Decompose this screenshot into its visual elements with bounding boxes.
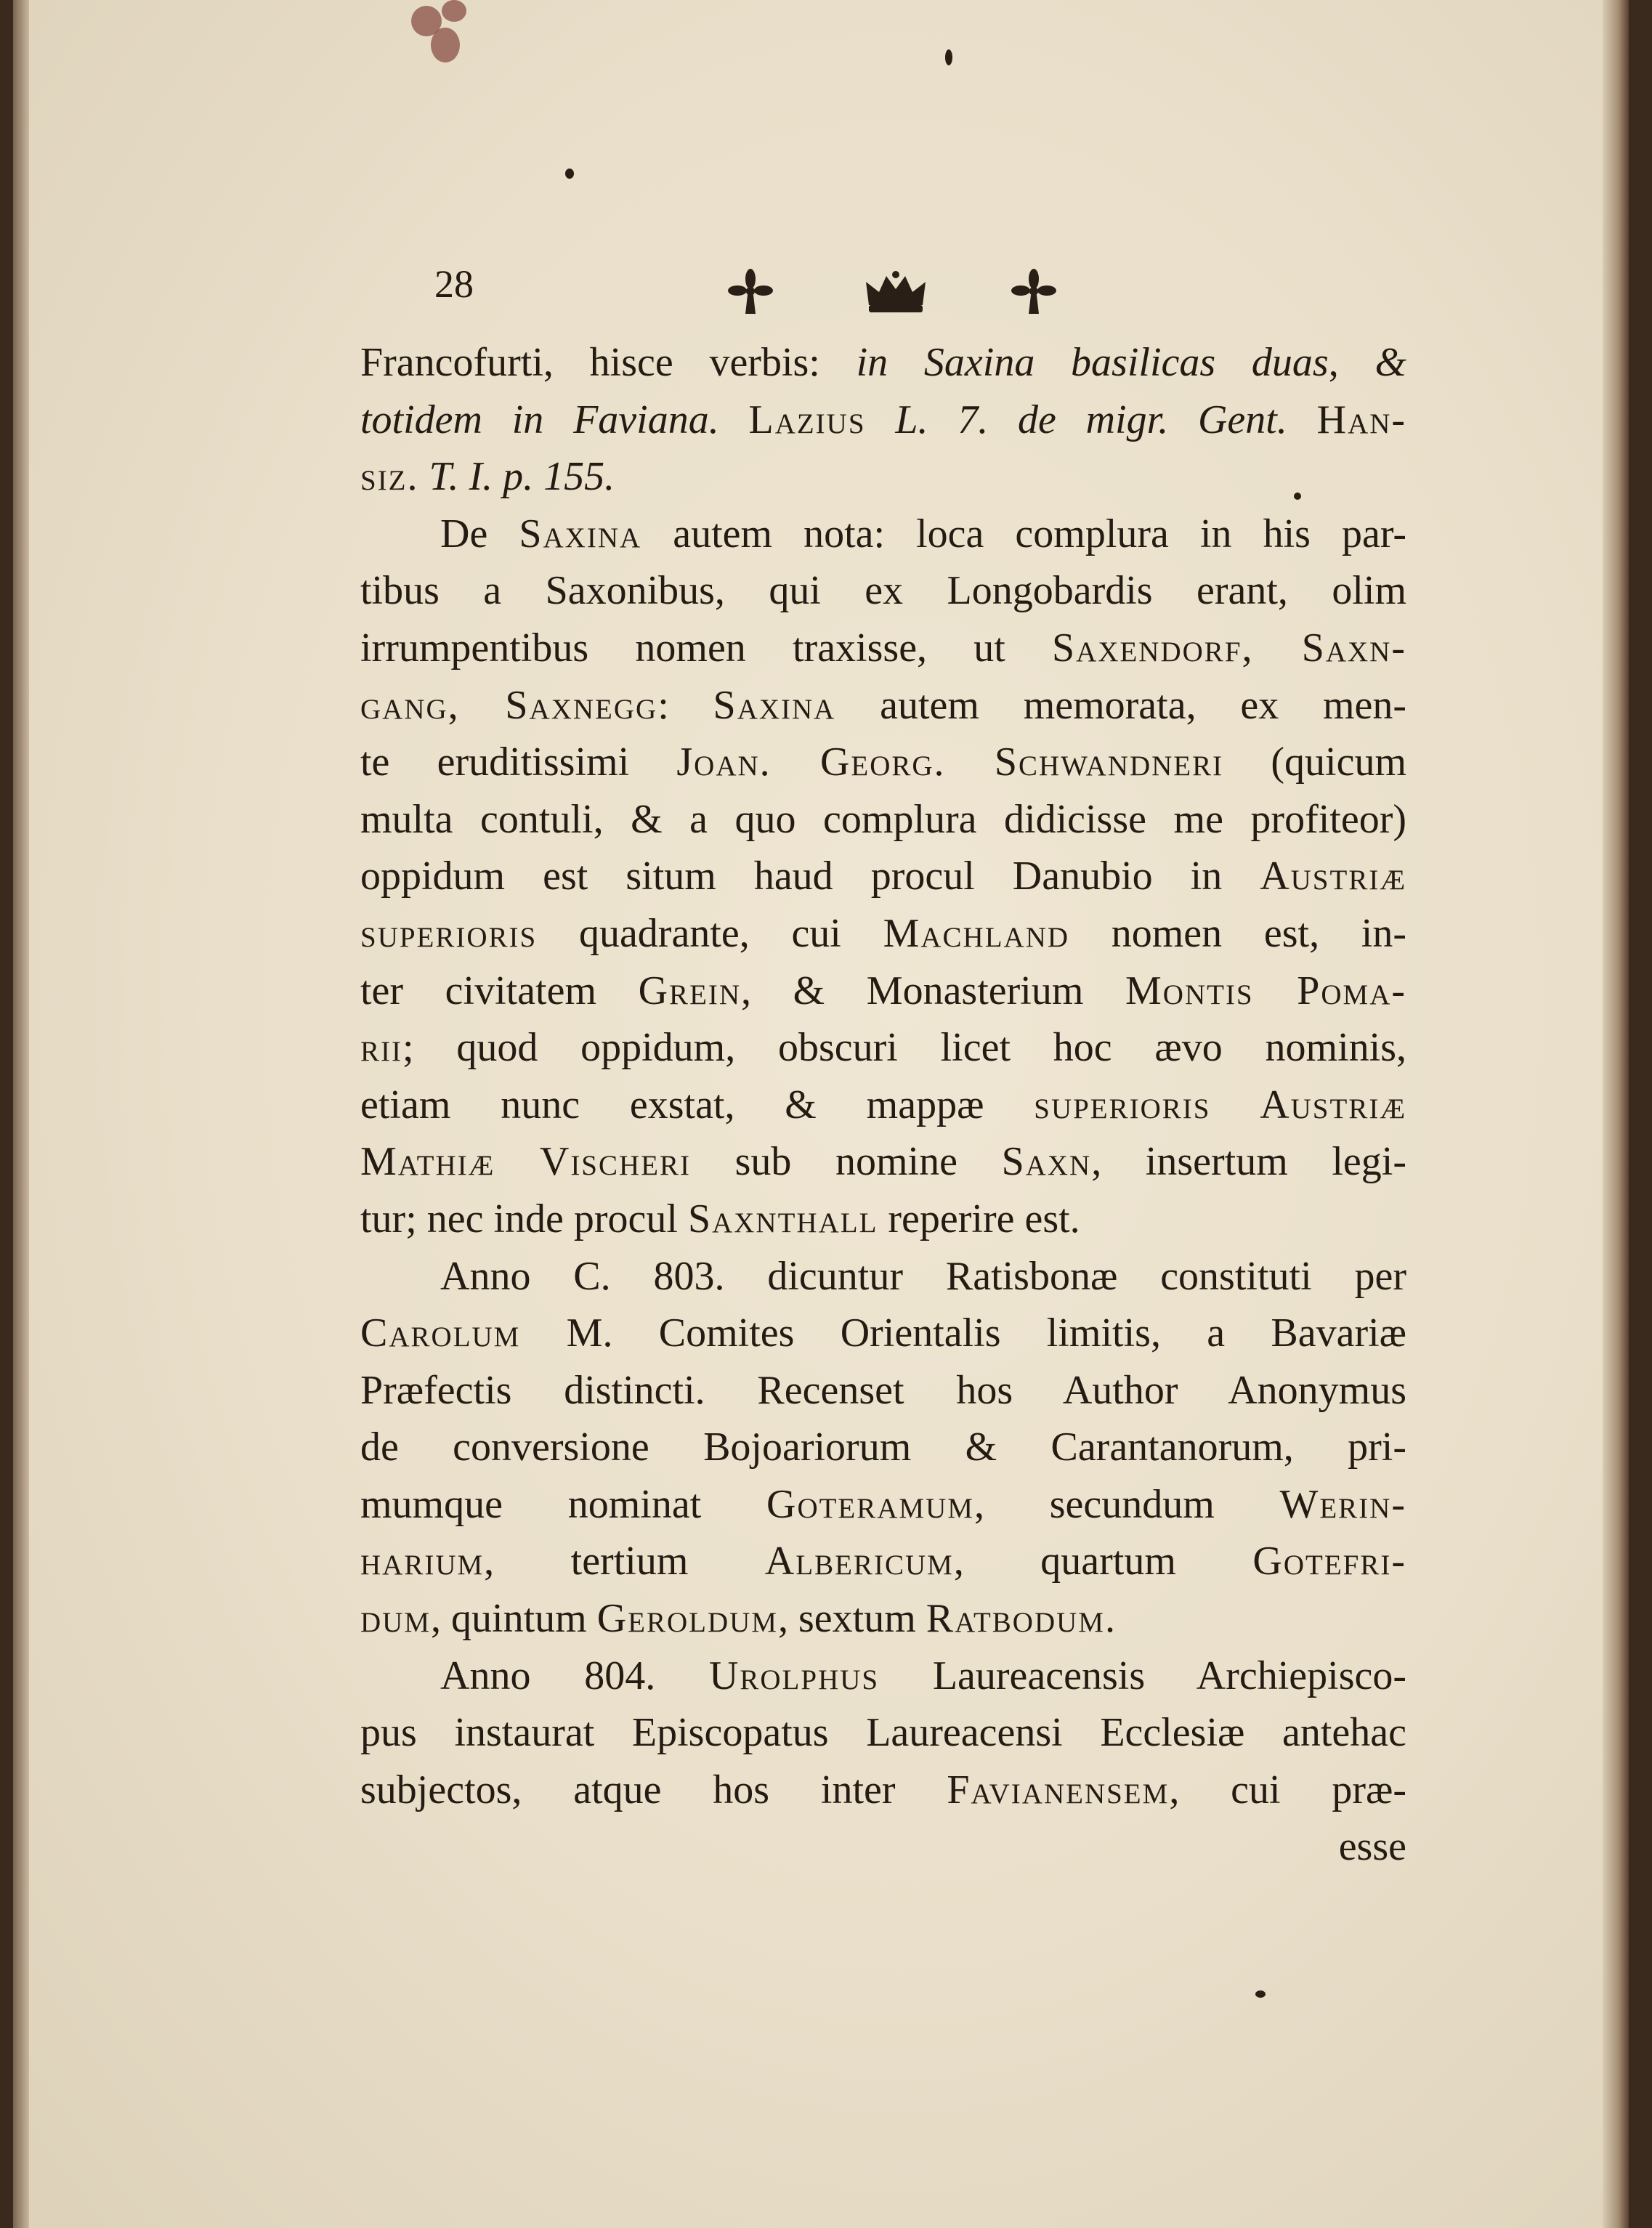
text-run: : xyxy=(657,682,713,728)
small-caps-run: superioris xyxy=(360,910,538,956)
text-line xyxy=(360,1305,1406,1362)
text-run: irrumpentibus nomen traxisse, ut xyxy=(360,625,1053,671)
crown-icon xyxy=(863,269,928,314)
text-line xyxy=(360,1419,1406,1476)
small-caps-run: Ratbodum xyxy=(926,1596,1105,1642)
text-line xyxy=(360,506,1406,563)
small-caps-run: Goteramum xyxy=(766,1481,974,1527)
italic-run: in Saxina basilicas duas xyxy=(856,340,1329,385)
header-ornaments xyxy=(725,266,1132,317)
text-run: multa contuli, & a quo complura didicisse me profiteor) xyxy=(360,796,1406,842)
text-line xyxy=(360,1019,1406,1077)
text-run: Francofurti, hisce verbis: xyxy=(360,340,857,385)
text-line xyxy=(360,677,1406,734)
text-line xyxy=(360,1362,1406,1419)
fleuron-icon xyxy=(725,266,776,317)
page-edge xyxy=(1603,0,1629,2228)
text-run: tur; nec inde procul xyxy=(360,1196,688,1241)
text-line xyxy=(360,734,1406,791)
text-run: , insertum legi- xyxy=(1091,1139,1406,1185)
text-run: , & Monasterium xyxy=(741,968,1125,1013)
text-line xyxy=(360,620,1406,677)
paper-speck xyxy=(1255,1990,1266,1998)
small-caps-run: harium xyxy=(360,1539,485,1584)
small-caps-run: Joan. Georg. Schwandneri xyxy=(676,740,1224,785)
small-caps-run: Urolphus xyxy=(708,1653,880,1698)
text-line xyxy=(360,1191,1406,1248)
text-line xyxy=(360,1590,1406,1648)
text-run: , xyxy=(1328,340,1375,385)
italic-run: T. I. p. 155. xyxy=(429,454,615,500)
text-run: oppidum est situm haud procul Danubio in xyxy=(360,854,1260,899)
small-caps-run: gang, Saxnegg xyxy=(360,682,658,728)
text-run: autem nota: loca complura in his par- xyxy=(641,511,1406,556)
text-run: , quintum xyxy=(431,1596,597,1642)
small-caps-run: Saxina xyxy=(713,682,836,728)
text-run: de conversione Bojoariorum & Carantanorum, pri- xyxy=(360,1425,1406,1470)
italic-run: & xyxy=(1374,340,1406,385)
running-header xyxy=(420,262,1459,327)
text-run: autem memorata, ex men- xyxy=(835,682,1407,728)
text-run: , tertium xyxy=(484,1539,765,1584)
small-caps-run: Machland xyxy=(883,910,1070,956)
text-line xyxy=(360,1762,1406,1819)
text-run: Præfectis distincti. Recenset hos Author Anonymus xyxy=(360,1367,1406,1413)
small-caps-run: Han- xyxy=(1316,397,1407,442)
text-run: , cui præ- xyxy=(1169,1767,1406,1812)
text-run: , quartum xyxy=(953,1539,1253,1584)
small-caps-run: dum xyxy=(360,1596,432,1642)
fleuron-icon xyxy=(1008,266,1059,317)
text-run: quadrante, cui xyxy=(537,910,883,956)
text-line xyxy=(360,1248,1406,1305)
paper-speck xyxy=(945,49,952,65)
text-line xyxy=(360,1818,1406,1876)
text-run xyxy=(1287,397,1317,442)
paper-speck xyxy=(565,169,574,179)
text-run: esse xyxy=(1338,1824,1406,1870)
text-run: Anno C. 803. dicuntur Ratisbonæ constituti per xyxy=(440,1253,1406,1299)
text-run: De xyxy=(440,511,519,556)
text-run xyxy=(866,397,896,442)
page-number: 28 xyxy=(434,262,474,306)
text-run: reperire est. xyxy=(878,1196,1080,1241)
text-run xyxy=(719,397,749,442)
small-caps-run: Carolum xyxy=(360,1311,521,1356)
text-run: mumque nominat xyxy=(360,1481,766,1527)
text-run: sub nomine xyxy=(691,1139,1002,1185)
text-run: , secundum xyxy=(973,1481,1280,1527)
small-caps-run: Grein xyxy=(638,968,742,1013)
text-run: etiam nunc exstat, & mappæ xyxy=(360,1082,1034,1127)
text-run: tibus a Saxonibus, qui ex Longobardis erant, olim xyxy=(360,568,1406,614)
small-caps-run: Gotefri- xyxy=(1252,1539,1406,1584)
small-caps-run: rii xyxy=(360,1025,402,1071)
italic-run: L. 7. de migr. Gent. xyxy=(895,397,1287,442)
text-line xyxy=(360,1133,1406,1191)
text-run: Anno 804. xyxy=(440,1653,709,1698)
italic-run: totidem in Faviana. xyxy=(360,397,719,442)
text-line xyxy=(360,392,1406,449)
text-run: ter civitatem xyxy=(360,968,639,1013)
text-line xyxy=(360,905,1406,963)
text-line xyxy=(360,963,1406,1020)
binding-edge xyxy=(13,0,29,2228)
text-run: ; quod oppidum, obscuri licet hoc ævo nominis, xyxy=(402,1025,1406,1071)
ink-stain xyxy=(431,28,460,62)
text-run: , sextum xyxy=(777,1596,926,1642)
text-run: Laureacensis Archiepisco- xyxy=(879,1653,1406,1698)
small-caps-run: Lazius xyxy=(748,397,866,442)
body-text xyxy=(360,334,1406,1876)
text-line xyxy=(360,562,1406,620)
text-line xyxy=(360,1533,1406,1590)
small-caps-run: Austriæ xyxy=(1260,854,1406,899)
text-line xyxy=(360,1704,1406,1762)
small-caps-run: siz. xyxy=(360,454,419,500)
text-run: pus instaurat Episcopatus Laureacensi Ecclesiæ antehac xyxy=(360,1710,1406,1756)
text-line xyxy=(360,848,1406,905)
text-line xyxy=(360,1648,1406,1705)
small-caps-run: Saxn xyxy=(1001,1139,1092,1185)
text-run: (quicum xyxy=(1223,740,1406,785)
ink-stain xyxy=(442,0,466,22)
text-line xyxy=(360,334,1406,392)
text-line xyxy=(360,448,1406,506)
text-run: subjectos, atque hos inter xyxy=(360,1767,947,1812)
text-run: nomen est, in- xyxy=(1069,910,1407,956)
text-line xyxy=(360,791,1406,848)
small-caps-run: superioris Austriæ xyxy=(1034,1082,1406,1127)
text-run: M. Comites Orientalis limitis, a Bavariæ xyxy=(520,1311,1406,1356)
small-caps-run: Geroldum xyxy=(596,1596,778,1642)
text-line xyxy=(360,1077,1406,1134)
text-line xyxy=(360,1476,1406,1534)
book-page xyxy=(13,0,1629,2228)
text-run: . xyxy=(1104,1596,1115,1642)
small-caps-run: Werin- xyxy=(1279,1481,1406,1527)
text-run: te eruditissimi xyxy=(360,740,677,785)
small-caps-run: Favianensem xyxy=(947,1767,1170,1812)
small-caps-run: Montis Poma- xyxy=(1125,968,1407,1013)
text-run xyxy=(419,454,429,499)
small-caps-run: Saxendorf, Saxn- xyxy=(1052,625,1406,671)
small-caps-run: Saxina xyxy=(519,511,642,556)
small-caps-run: Saxnthall xyxy=(687,1196,878,1241)
small-caps-run: Mathiæ Vischeri xyxy=(360,1139,691,1185)
small-caps-run: Albericum xyxy=(764,1539,954,1584)
